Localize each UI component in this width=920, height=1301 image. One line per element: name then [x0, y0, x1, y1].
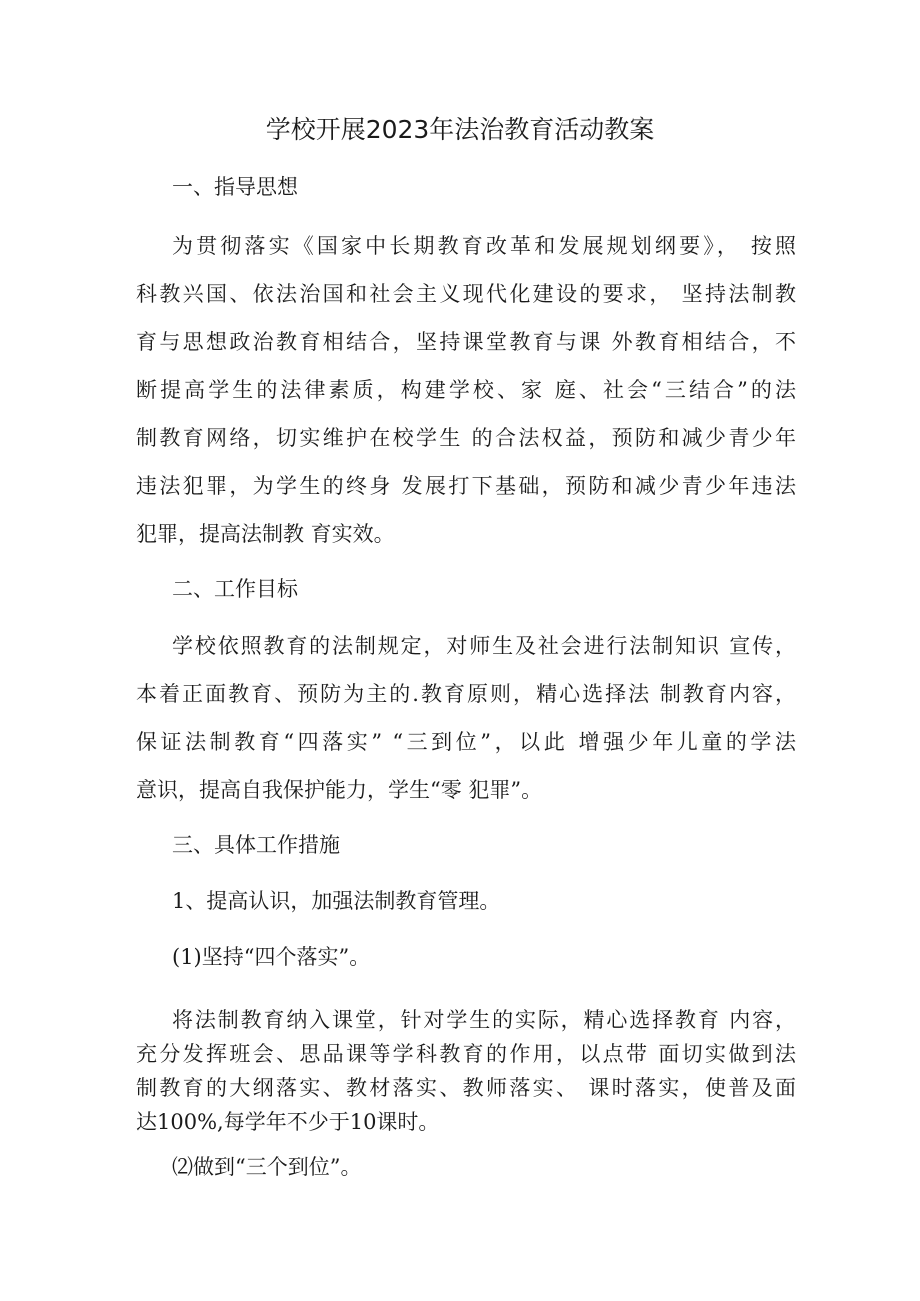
section-heading-guiding-ideology: 一、指导思想 [172, 175, 298, 199]
paragraph-line: 意识，提高自我保护能力，学生“零 犯罪”。 [136, 778, 543, 802]
sub-item-heading: (1)坚持“四个落实”。 [172, 945, 371, 969]
paragraph-line: 育与思想政治教育相结合，坚持课堂教育与课 外教育相结合，不 [136, 330, 796, 354]
paragraph-line: 保证法制教育“四落实” “三到位”，以此 增强少年儿童的学法 [136, 730, 796, 754]
sub-item-heading: ⑵做到“三个到位”。 [172, 1155, 362, 1179]
paragraph-line: 制教育网络，切实维护在校学生 的合法权益，预防和减少青少年 [136, 426, 796, 450]
paragraph-guiding-ideology [136, 222, 796, 558]
paragraph-line: 本着正面教育、预防为主的.教育原则，精心选择法 制教育内容， [136, 682, 796, 706]
paragraph-work-goals [136, 622, 796, 814]
paragraph-line: 违法犯罪，为学生的终身 发展打下基础，预防和减少青少年违法 [136, 474, 796, 498]
paragraph-line: 充分发挥班会、思品课等学科教育的作用，以点带 面切实做到法 [136, 1042, 796, 1066]
paragraph-line: 为贯彻落实《国家中长期教育改革和发展规划纲要》， 按照 [172, 234, 796, 258]
paragraph-line: 学校依照教育的法制规定，对师生及社会进行法制知识 宣传， [172, 634, 796, 658]
paragraph-four-implementations [136, 1003, 796, 1139]
section-heading-specific-measures: 三、具体工作措施 [172, 833, 340, 857]
section-heading-work-goals: 二、工作目标 [172, 577, 298, 601]
paragraph-line: 犯罪，提高法制教 育实效。 [136, 522, 395, 546]
document-title: 学校开展2023年法治教育活动教案 [265, 115, 655, 144]
paragraph-line: 达100%,每学年不少于10课时。 [136, 1110, 440, 1134]
paragraph-line: 科教兴国、依法治国和社会主义现代化建设的要求， 坚持法制教 [136, 282, 796, 306]
paragraph-line: 断提高学生的法律素质，构建学校、家 庭、社会“三结合”的法 [136, 378, 796, 402]
list-item-heading: 1、提高认识，加强法制教育管理。 [172, 889, 501, 913]
paragraph-line: 将法制教育纳入课堂，针对学生的实际，精心选择教育 内容， [172, 1008, 796, 1032]
paragraph-line: 制教育的大纲落实、教材落实、教师落实、 课时落实，使普及面 [136, 1076, 796, 1100]
